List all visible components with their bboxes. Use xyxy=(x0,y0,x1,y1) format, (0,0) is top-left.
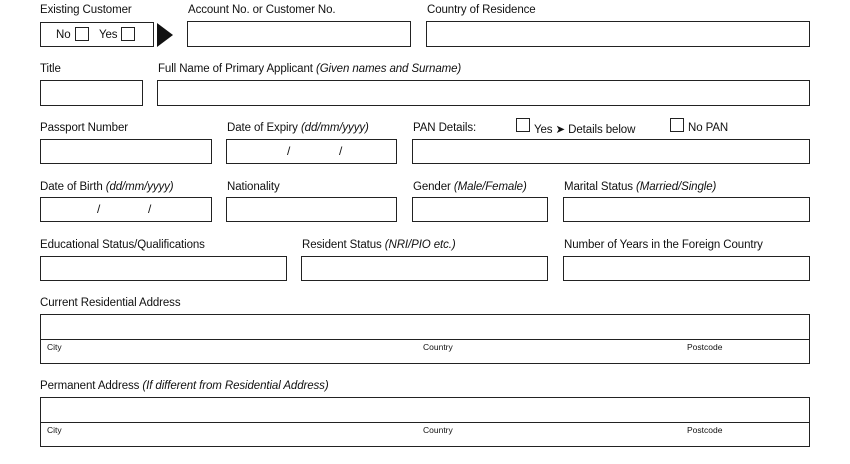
existing-customer-box xyxy=(40,22,154,47)
years-foreign-input[interactable] xyxy=(563,256,810,281)
pan-no-label: No PAN xyxy=(688,122,729,134)
full-name-label xyxy=(158,63,461,75)
address-divider xyxy=(41,422,809,423)
no-checkbox[interactable] xyxy=(75,27,89,41)
date-of-expiry-hint: (dd/mm/yyyy) xyxy=(300,122,369,134)
full-name-hint: (Given names and Surname) xyxy=(315,63,462,75)
current-city-label: City xyxy=(47,342,62,352)
full-name-label-text: Full Name of Primary Applicant xyxy=(158,63,313,75)
pan-yes-checkbox[interactable] xyxy=(516,118,530,132)
date-of-expiry-input[interactable] xyxy=(226,139,397,164)
permanent-address-hint: (If different from Residential Address) xyxy=(142,380,329,392)
resident-status-label xyxy=(302,239,456,251)
full-name-input[interactable] xyxy=(157,80,810,106)
address-divider xyxy=(41,339,809,340)
current-country-label: Country xyxy=(423,342,453,352)
passport-label: Passport Number xyxy=(40,122,128,134)
title-input[interactable] xyxy=(40,80,143,106)
permanent-postcode-label: Postcode xyxy=(687,425,723,435)
permanent-city-label: City xyxy=(47,425,62,435)
education-input[interactable] xyxy=(40,256,287,281)
education-label: Educational Status/Qualifications xyxy=(40,239,205,251)
country-of-residence-input[interactable] xyxy=(426,21,810,47)
date-separator: / xyxy=(97,202,101,216)
gender-label-text: Gender xyxy=(413,181,451,193)
current-address-label: Current Residential Address xyxy=(40,297,181,309)
no-option-label: No xyxy=(56,29,71,41)
resident-status-input[interactable] xyxy=(301,256,548,281)
permanent-address-label-text: Permanent Address xyxy=(40,380,140,392)
permanent-address-input[interactable] xyxy=(40,397,810,447)
date-of-birth-label-text: Date of Birth xyxy=(40,181,103,193)
date-of-expiry-label-text: Date of Expiry xyxy=(227,122,298,134)
resident-status-hint: (NRI/PIO etc.) xyxy=(384,239,456,251)
resident-status-label-text: Resident Status xyxy=(302,239,382,251)
pan-details-input[interactable] xyxy=(412,139,810,164)
gender-input[interactable] xyxy=(412,197,548,222)
date-of-birth-input[interactable] xyxy=(40,197,212,222)
nationality-input[interactable] xyxy=(226,197,397,222)
date-of-birth-hint: (dd/mm/yyyy) xyxy=(105,181,174,193)
yes-checkbox[interactable] xyxy=(121,27,135,41)
current-postcode-label: Postcode xyxy=(687,342,723,352)
gender-label xyxy=(413,181,527,193)
date-separator: / xyxy=(148,202,152,216)
nationality-label: Nationality xyxy=(227,181,280,193)
title-label: Title xyxy=(40,63,61,75)
country-of-residence-label: Country of Residence xyxy=(427,4,536,16)
account-no-input[interactable] xyxy=(187,21,411,47)
permanent-address-label xyxy=(40,380,329,392)
pan-label: PAN Details: xyxy=(413,122,477,134)
marital-status-input[interactable] xyxy=(563,197,810,222)
arrow-right-icon xyxy=(157,23,173,47)
date-of-expiry-label xyxy=(227,122,369,134)
permanent-country-label: Country xyxy=(423,425,453,435)
marital-status-label-text: Marital Status xyxy=(564,181,633,193)
years-foreign-label: Number of Years in the Foreign Country xyxy=(564,239,763,251)
marital-status-label xyxy=(564,181,716,193)
pan-yes-label: Yes ➤ Details below xyxy=(534,124,636,136)
yes-option-label: Yes xyxy=(99,29,118,41)
pan-no-checkbox[interactable] xyxy=(670,118,684,132)
date-separator: / xyxy=(287,144,291,158)
date-of-birth-label xyxy=(40,181,174,193)
account-no-label: Account No. or Customer No. xyxy=(188,4,336,16)
marital-status-hint: (Married/Single) xyxy=(636,181,717,193)
date-separator: / xyxy=(339,144,343,158)
gender-hint: (Male/Female) xyxy=(453,181,527,193)
current-address-input[interactable] xyxy=(40,314,810,364)
passport-input[interactable] xyxy=(40,139,212,164)
existing-customer-label: Existing Customer xyxy=(40,4,132,16)
